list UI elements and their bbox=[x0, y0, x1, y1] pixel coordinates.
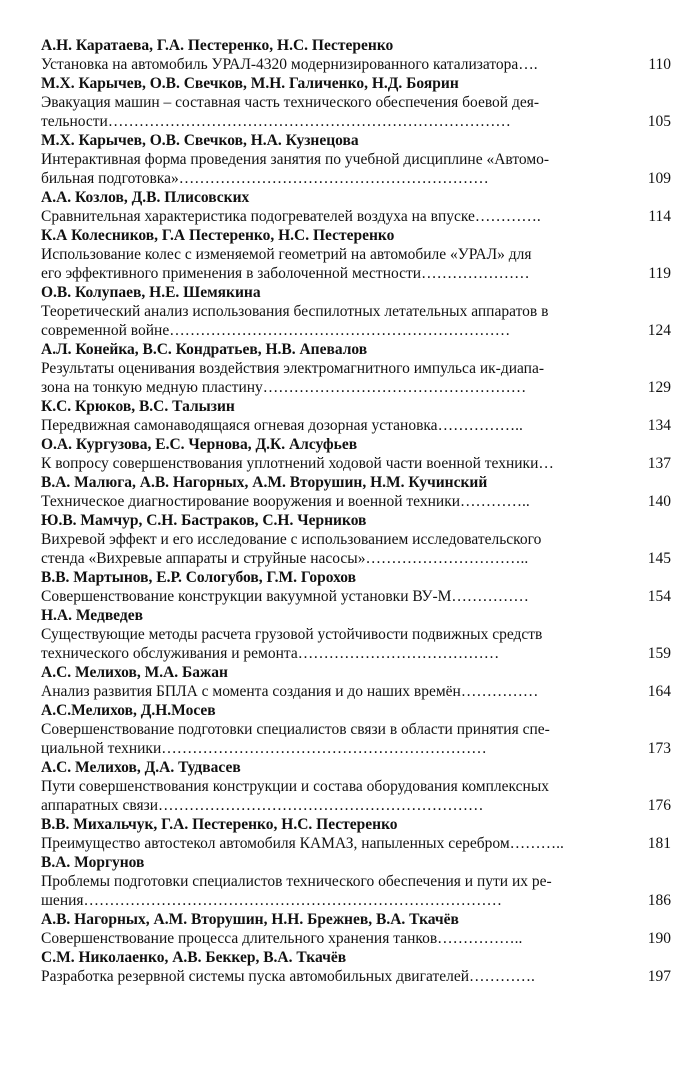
toc-entry-title-line: Преимущество автостекол автомобиля КАМАЗ, напыленных серебром……….. bbox=[41, 835, 564, 852]
toc-entry-title bbox=[41, 720, 671, 758]
toc-entry-authors: А.С. Мелихов, Д.А. Тудвасев bbox=[41, 759, 241, 776]
toc-entry-page-number: 164 bbox=[647, 683, 671, 700]
table-of-contents bbox=[41, 36, 671, 986]
toc-entry-page-number: 105 bbox=[647, 113, 671, 130]
toc-entry-title bbox=[41, 55, 671, 74]
toc-entry-title-line: технического обслуживания и ремонта………………………………… bbox=[41, 645, 500, 662]
toc-entry-title-line: Совершенствование подготовки специалистов связи в области принятия спе- bbox=[41, 721, 550, 738]
toc-entry-title bbox=[41, 454, 671, 473]
toc-entry-page-number: 140 bbox=[647, 493, 671, 510]
toc-entry bbox=[41, 340, 671, 397]
toc-entry-authors: А.В. Нагорных, А.М. Вторушин, Н.Н. Брежнев, В.А. Ткачёв bbox=[41, 911, 459, 928]
toc-entry-title-line: Разработка резервной системы пуска автомобильных двигателей…………. bbox=[41, 968, 535, 985]
toc-entry-title-line: Установка на автомобиль УРАЛ-4320 модернизированного катализатора…. bbox=[41, 56, 538, 73]
toc-entry-authors: А.С.Мелихов, Д.Н.Мосев bbox=[41, 702, 216, 719]
toc-entry-authors: Ю.В. Мамчур, С.Н. Бастраков, С.Н. Черников bbox=[41, 512, 367, 529]
toc-entry-title-line: тельности…………………………………………………………………… bbox=[41, 113, 511, 130]
toc-entry bbox=[41, 948, 671, 986]
toc-entry bbox=[41, 758, 671, 815]
toc-entry-authors: О.В. Колупаев, Н.Е. Шемякина bbox=[41, 284, 261, 301]
toc-entry-title-line: Техническое диагностирование вооружения и военной техники………….. bbox=[41, 493, 530, 510]
toc-entry-title-line: Совершенствование конструкции вакуумной установки ВУ-М…………… bbox=[41, 588, 529, 605]
toc-entry-title bbox=[41, 625, 671, 663]
toc-entry-authors: А.А. Козлов, Д.В. Плисовских bbox=[41, 189, 250, 206]
toc-entry-authors: В.В. Мартынов, Е.Р. Сологубов, Г.М. Горохов bbox=[41, 569, 357, 586]
toc-entry-title bbox=[41, 929, 671, 948]
toc-entry-title bbox=[41, 587, 671, 606]
toc-entry-page-number: 110 bbox=[648, 56, 671, 73]
toc-entry bbox=[41, 283, 671, 340]
toc-entry bbox=[41, 435, 671, 473]
toc-entry-title-line: Использование колес с изменяемой геометрий на автомобиле «УРАЛ» для bbox=[41, 246, 532, 263]
toc-entry-page-number: 114 bbox=[648, 208, 671, 225]
toc-entry-page-number: 186 bbox=[647, 892, 671, 909]
toc-entry-title-line: аппаратных связи……………………………………………………… bbox=[41, 797, 484, 814]
toc-entry-authors: А.С. Мелихов, М.А. Бажан bbox=[41, 664, 228, 681]
toc-entry-page-number: 119 bbox=[648, 265, 671, 282]
toc-entry-authors: В.А. Моргунов bbox=[41, 854, 145, 871]
toc-entry-title-line: Совершенствование процесса длительного хранения танков…………….. bbox=[41, 930, 523, 947]
toc-entry-page-number: 109 bbox=[647, 170, 671, 187]
toc-entry-title-line: Результаты оценивания воздействия электромагнитного импульса ик-диапа- bbox=[41, 360, 545, 377]
toc-entry-title bbox=[41, 777, 671, 815]
toc-entry bbox=[41, 226, 671, 283]
toc-entry-title bbox=[41, 834, 671, 853]
toc-entry-title bbox=[41, 416, 671, 435]
toc-entry-title bbox=[41, 150, 671, 188]
toc-entry bbox=[41, 568, 671, 606]
toc-entry-title-line: шения……………………………………………………………………… bbox=[41, 892, 503, 909]
toc-entry bbox=[41, 910, 671, 948]
toc-entry-title-line: Существующие методы расчета грузовой устойчивости подвижных средств bbox=[41, 626, 543, 643]
toc-entry bbox=[41, 815, 671, 853]
toc-entry-title-line: Передвижная самонаводящаяся огневая дозорная установка…………….. bbox=[41, 417, 523, 434]
toc-entry-title bbox=[41, 302, 671, 340]
toc-entry-page-number: 134 bbox=[647, 417, 671, 434]
toc-entry-page-number: 124 bbox=[647, 322, 671, 339]
toc-entry-authors: А.Л. Конейка, В.С. Кондратьев, Н.В. Апевалов bbox=[41, 341, 368, 358]
toc-entry-title bbox=[41, 872, 671, 910]
toc-entry-authors: В.В. Михальчук, Г.А. Пестеренко, Н.С. Пестеренко bbox=[41, 816, 398, 833]
toc-entry-title-line: его эффективного применения в заболоченной местности………………… bbox=[41, 265, 530, 282]
toc-entry-title-line: Эвакуация машин – составная часть технического обеспечения боевой дея- bbox=[41, 94, 540, 111]
toc-entry bbox=[41, 853, 671, 910]
toc-entry-page-number: 159 bbox=[647, 645, 671, 662]
toc-entry-title-line: Теоретический анализ использования беспилотных летательных аппаратов в bbox=[41, 303, 549, 320]
toc-entry-title bbox=[41, 967, 671, 986]
toc-entry bbox=[41, 511, 671, 568]
toc-entry-page-number: 173 bbox=[647, 740, 671, 757]
toc-entry bbox=[41, 74, 671, 131]
toc-entry-title-line: К вопросу совершенствования уплотнений ходовой части военной техники… bbox=[41, 455, 554, 472]
toc-entry-title-line: Проблемы подготовки специалистов технического обеспечения и пути их ре- bbox=[41, 873, 552, 890]
toc-entry bbox=[41, 663, 671, 701]
toc-entry-title-line: Анализ развития БПЛА с момента создания и до наших времён…………… bbox=[41, 683, 539, 700]
toc-entry-authors: В.А. Малюга, А.В. Нагорных, А.М. Вторушин, Н.М. Кучинский bbox=[41, 474, 488, 491]
toc-entry bbox=[41, 131, 671, 188]
toc-entry-title-line: зона на тонкую медную пластину…………………………………………… bbox=[41, 379, 527, 396]
toc-entry-page-number: 154 bbox=[647, 588, 671, 605]
toc-entry bbox=[41, 397, 671, 435]
toc-entry-authors: М.Х. Карычев, О.В. Свечков, М.Н. Галиченко, Н.Д. Боярин bbox=[41, 75, 459, 92]
toc-entry-authors: К.С. Крюков, В.С. Талызин bbox=[41, 398, 235, 415]
toc-entry-title bbox=[41, 492, 671, 511]
toc-entry bbox=[41, 188, 671, 226]
toc-entry-title-line: Пути совершенствования конструкции и состава оборудования комплексных bbox=[41, 778, 550, 795]
toc-entry-title-line: Интерактивная форма проведения занятия по учебной дисциплине «Автомо- bbox=[41, 151, 550, 168]
toc-entry-authors: С.М. Николаенко, А.В. Беккер, В.А. Ткачёв bbox=[41, 949, 347, 966]
toc-entry bbox=[41, 473, 671, 511]
toc-entry-page-number: 197 bbox=[647, 968, 671, 985]
toc-entry bbox=[41, 606, 671, 663]
toc-entry-title bbox=[41, 207, 671, 226]
toc-entry-authors: А.Н. Каратаева, Г.А. Пестеренко, Н.С. Пестеренко bbox=[41, 37, 394, 54]
toc-entry-authors: Н.А. Медведев bbox=[41, 607, 143, 624]
toc-entry-title bbox=[41, 682, 671, 701]
toc-entry-page-number: 181 bbox=[647, 835, 671, 852]
toc-entry-authors: М.Х. Карычев, О.В. Свечков, Н.А. Кузнецова bbox=[41, 132, 359, 149]
toc-entry-authors: К.А Колесников, Г.А Пестеренко, Н.С. Пестеренко bbox=[41, 227, 395, 244]
toc-entry-title-line: бильная подготовка»…………………………………………………… bbox=[41, 170, 489, 187]
toc-entry-title-line: современной войне………………………………………………………… bbox=[41, 322, 511, 339]
toc-entry-page-number: 190 bbox=[647, 930, 671, 947]
toc-entry-title bbox=[41, 93, 671, 131]
toc-entry-title bbox=[41, 245, 671, 283]
toc-entry-page-number: 137 bbox=[647, 455, 671, 472]
toc-entry-page-number: 129 bbox=[647, 379, 671, 396]
toc-entry-authors: О.А. Кургузова, Е.С. Чернова, Д.К. Алсуфьев bbox=[41, 436, 358, 453]
toc-entry-page-number: 176 bbox=[647, 797, 671, 814]
toc-entry-title-line: циальной техники……………………………………………………… bbox=[41, 740, 487, 757]
toc-entry bbox=[41, 701, 671, 758]
toc-entry-page-number: 145 bbox=[647, 550, 671, 567]
toc-entry bbox=[41, 36, 671, 74]
toc-entry-title-line: Вихревой эффект и его исследование с использованием исследовательского bbox=[41, 531, 542, 548]
toc-entry-title-line: стенда «Вихревые аппараты и струйные насосы»………………………….. bbox=[41, 550, 529, 567]
toc-entry-title bbox=[41, 359, 671, 397]
toc-entry-title bbox=[41, 530, 671, 568]
toc-entry-title-line: Сравнительная характеристика подогревателей воздуха на впуске…………. bbox=[41, 208, 541, 225]
